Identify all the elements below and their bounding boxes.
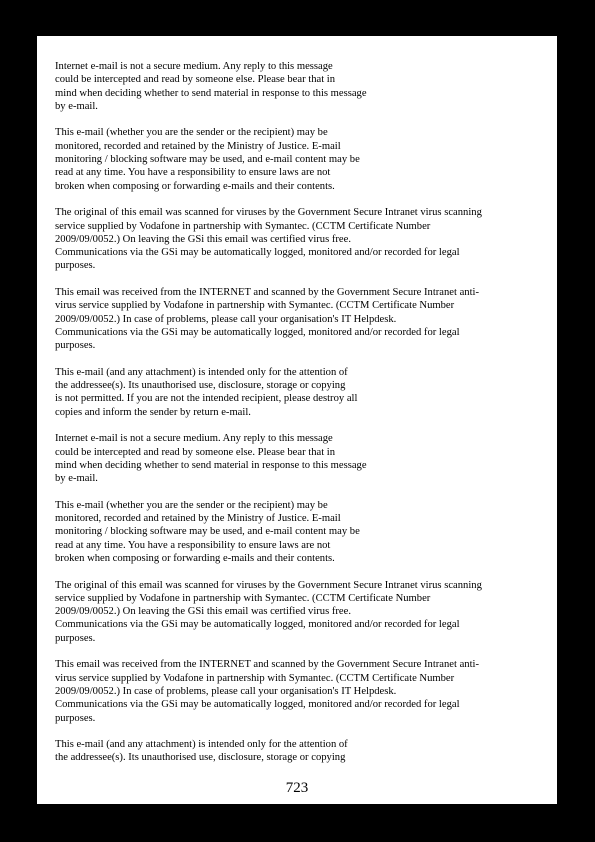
text-line: the addressee(s). Its unauthorised use, disclosure, storage or copying bbox=[55, 380, 346, 392]
text-line: This email was received from the INTERNET and scanned by the Government Secure Intranet anti- bbox=[55, 659, 479, 671]
text-line: purposes. bbox=[55, 340, 96, 352]
paragraph-email-security-2 bbox=[55, 432, 545, 485]
paragraph-email-security-1 bbox=[55, 60, 545, 113]
text-line: Communications via the GSi may be automatically logged, monitored and/or recorded for legal bbox=[55, 326, 460, 338]
text-line: monitoring / blocking software may be used, and e-mail content may be bbox=[55, 526, 360, 538]
text-line: broken when composing or forwarding e-mails and their contents. bbox=[55, 180, 335, 192]
text-line: Internet e-mail is not a secure medium. Any reply to this message bbox=[55, 433, 333, 445]
text-line: service supplied by Vodafone in partnership with Symantec. (CCTM Certificate Number bbox=[55, 220, 431, 232]
paragraph-confidentiality-2 bbox=[55, 738, 545, 765]
text-line: broken when composing or forwarding e-mails and their contents. bbox=[55, 552, 335, 564]
paragraph-received-internet-1 bbox=[55, 286, 545, 352]
paragraph-virus-scan-1 bbox=[55, 206, 545, 272]
paragraph-monitoring-1 bbox=[55, 126, 545, 192]
text-line: monitored, recorded and retained by the Ministry of Justice. E-mail bbox=[55, 140, 341, 152]
text-line: Communications via the GSi may be automatically logged, monitored and/or recorded for legal bbox=[55, 619, 460, 631]
text-line: mind when deciding whether to send material in response to this message bbox=[55, 459, 367, 471]
paragraph-monitoring-2 bbox=[55, 499, 545, 565]
text-line: copies and inform the sender by return e-mail. bbox=[55, 406, 251, 418]
text-line: This e-mail (whether you are the sender or the recipient) may be bbox=[55, 499, 328, 511]
text-line: 2009/09/0052.) In case of problems, please call your organisation's IT Helpdesk. bbox=[55, 685, 397, 697]
document-page bbox=[37, 36, 557, 804]
paragraph-received-internet-2 bbox=[55, 658, 545, 724]
text-line: The original of this email was scanned for viruses by the Government Secure Intranet virus scanning bbox=[55, 207, 482, 219]
paragraph-confidentiality-1 bbox=[55, 366, 545, 419]
text-line: read at any time. You have a responsibility to ensure laws are not bbox=[55, 539, 331, 551]
text-line: the addressee(s). Its unauthorised use, disclosure, storage or copying bbox=[55, 752, 346, 764]
text-line: virus service supplied by Vodafone in partnership with Symantec. (CCTM Certificate Number bbox=[55, 672, 455, 684]
text-line: 2009/09/0052.) On leaving the GSi this email was certified virus free. bbox=[55, 233, 351, 245]
text-line: monitoring / blocking software may be used, and e-mail content may be bbox=[55, 154, 360, 166]
text-line: This email was received from the INTERNET and scanned by the Government Secure Intranet anti- bbox=[55, 287, 479, 299]
text-line: virus service supplied by Vodafone in partnership with Symantec. (CCTM Certificate Number bbox=[55, 300, 455, 312]
text-line: by e-mail. bbox=[55, 473, 98, 485]
text-line: could be intercepted and read by someone else. Please bear that in bbox=[55, 446, 336, 458]
text-line: mind when deciding whether to send material in response to this message bbox=[55, 87, 367, 99]
text-line: purposes. bbox=[55, 260, 96, 272]
text-line: by e-mail. bbox=[55, 100, 98, 112]
text-line: 2009/09/0052.) On leaving the GSi this email was certified virus free. bbox=[55, 606, 351, 618]
text-line: could be intercepted and read by someone else. Please bear that in bbox=[55, 74, 336, 86]
text-line: monitored, recorded and retained by the Ministry of Justice. E-mail bbox=[55, 513, 341, 525]
text-line: purposes. bbox=[55, 632, 96, 644]
text-line: purposes. bbox=[55, 712, 96, 724]
paragraph-virus-scan-2 bbox=[55, 579, 545, 645]
text-line: is not permitted. If you are not the intended recipient, please destroy all bbox=[55, 393, 358, 405]
text-line: This e-mail (and any attachment) is intended only for the attention of bbox=[55, 366, 348, 378]
page-number: 723 bbox=[285, 780, 309, 796]
text-line: Internet e-mail is not a secure medium. Any reply to this message bbox=[55, 61, 333, 72]
text-line: This e-mail (and any attachment) is intended only for the attention of bbox=[55, 739, 348, 751]
text-line: Communications via the GSi may be automatically logged, monitored and/or recorded for legal bbox=[55, 699, 460, 711]
text-line: Communications via the GSi may be automatically logged, monitored and/or recorded for legal bbox=[55, 247, 460, 259]
text-line: service supplied by Vodafone in partnership with Symantec. (CCTM Certificate Number bbox=[55, 592, 431, 604]
document-body bbox=[55, 60, 545, 778]
text-line: The original of this email was scanned for viruses by the Government Secure Intranet virus scanning bbox=[55, 579, 482, 591]
text-line: read at any time. You have a responsibility to ensure laws are not bbox=[55, 167, 331, 179]
text-line: This e-mail (whether you are the sender or the recipient) may be bbox=[55, 127, 328, 139]
text-line: 2009/09/0052.) In case of problems, please call your organisation's IT Helpdesk. bbox=[55, 313, 397, 325]
